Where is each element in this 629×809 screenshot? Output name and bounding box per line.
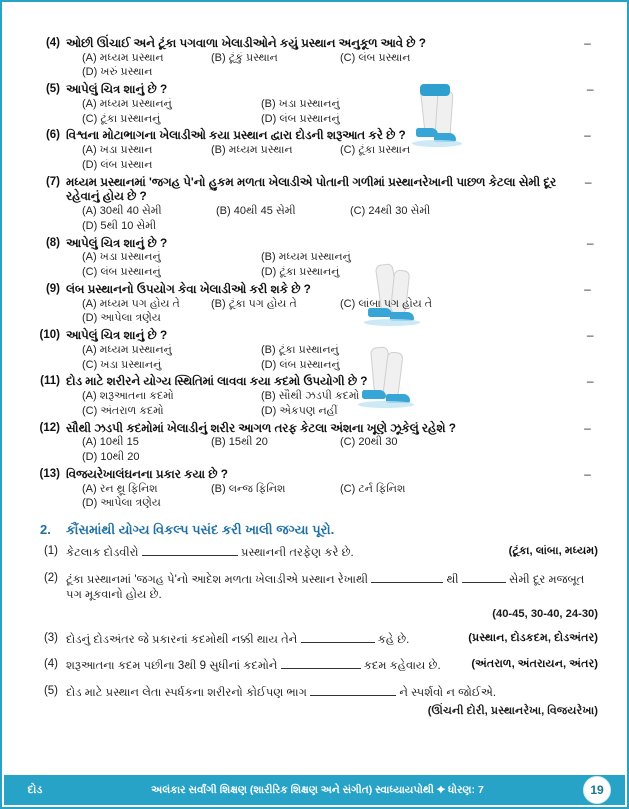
- question-text: સૌથી ઝડપી કદમોમાં ખેલાડીનું શરીર આગળ તરફ કેટલા અંશના ખૂણે ઝૂકેલું રહેશે ?: [66, 420, 456, 435]
- blank-line[interactable]: [371, 571, 443, 583]
- sentence-mid: થી: [446, 573, 459, 586]
- answer-dash: –: [586, 235, 594, 250]
- question-text: લંબ પ્રસ્થાનનો ઉપયોગ કેવા ખેલાડીઓ કરી શકે છે ?: [66, 281, 311, 296]
- question-number: (12): [39, 421, 60, 434]
- option[interactable]: (C) ટૂંકા પ્રસ્થાન: [340, 144, 411, 157]
- question-item: [36, 467, 598, 512]
- option[interactable]: (A) રન થ્રૂ ફિનિશ: [82, 482, 158, 495]
- section-heading: [36, 522, 598, 538]
- option[interactable]: (D) આપેલા ત્રણેય: [82, 497, 161, 510]
- option[interactable]: (B) 15થી 20: [211, 436, 268, 449]
- answer-dash: –: [584, 466, 591, 481]
- section-title: કૌંસમાંથી યોગ્ય વિકલ્પ પસંદ કરી ખાલી જગ્યા પૂરો.: [66, 522, 335, 538]
- option[interactable]: (D) આપેલા ત્રણેય: [82, 312, 161, 325]
- option-list: [66, 205, 578, 235]
- question-number: (8): [45, 236, 60, 249]
- item-number: (3): [43, 631, 58, 644]
- option[interactable]: (A) મધ્યમ પ્રસ્થાન: [82, 51, 164, 64]
- option[interactable]: (D) લંબ પ્રસ્થાનનું: [261, 112, 340, 125]
- option[interactable]: (C) 20થી 30: [340, 436, 398, 449]
- option[interactable]: (A) મધ્યમ પ્રસ્થાનનું: [82, 343, 172, 356]
- option-list: [66, 144, 577, 174]
- question-item: [36, 128, 598, 173]
- option[interactable]: (D) લંબ પ્રસ્થાન: [82, 158, 153, 171]
- answer-choices: (અંતરાળ, અંતરાયન, અંતર): [471, 658, 598, 671]
- option[interactable]: (C) લંબ પ્રસ્થાનનું: [82, 266, 161, 279]
- sentence-after: કહે છે.: [377, 633, 410, 646]
- question-item: [36, 421, 598, 466]
- blank-line[interactable]: [142, 544, 238, 556]
- answer-dash: –: [586, 374, 594, 389]
- footer-chapter-label: દોડ: [27, 783, 43, 796]
- sentence-before: શરૂઆતના કદમ પછીના 3થી 9 સુધીનાં કદમોને: [66, 660, 278, 673]
- item-number: (2): [43, 571, 58, 584]
- option-list: [66, 344, 582, 374]
- sentence-after: પ્રસ્થાનની તરફેણ કરે છે.: [240, 547, 354, 560]
- answer-choices: (ટૂંકા, લાંબા, મધ્યમ): [508, 545, 598, 558]
- answer-choices: (ઊંચની દોરી, પ્રસ્થાનરેખા, વિજયરેખા): [427, 705, 598, 718]
- question-item: [36, 374, 598, 419]
- footer-page-number-wrap: [569, 776, 625, 804]
- question-number: (13): [39, 467, 60, 480]
- question-text: વિશ્વના મોટાભાગના ખેલાડીઓ કયા પ્રસ્થાન દ્વારા દોડની શરૂઆત કરે છે ?: [66, 128, 406, 143]
- question-item: [36, 36, 598, 81]
- question-item: [36, 328, 598, 373]
- question-number: (7): [45, 175, 60, 188]
- option-list: [66, 298, 577, 328]
- question-item: [36, 282, 598, 327]
- sentence-after: ને સ્પર્શવો ન જોઈએ.: [399, 686, 497, 699]
- option[interactable]: (D) 5થી 10 સેમી: [82, 219, 157, 232]
- question-number: (6): [45, 129, 60, 142]
- option[interactable]: (B) લન્જ ફિનિશ: [211, 482, 286, 495]
- option[interactable]: (C) 24થી 30 સેમી: [350, 205, 431, 218]
- option[interactable]: (D) ટૂંકા પ્રસ્થાનનું: [261, 266, 340, 279]
- option[interactable]: (B) મધ્યમ પ્રસ્થાન: [211, 144, 293, 157]
- option[interactable]: (A) મધ્યમ પગ હોય તે: [82, 297, 180, 310]
- option[interactable]: (D) એકપણ નહીં: [261, 404, 338, 417]
- option[interactable]: (C) લાંબા પગ હોય તે: [340, 297, 433, 310]
- item-number: (5): [43, 684, 58, 697]
- answer-dash: –: [584, 420, 591, 435]
- option[interactable]: (A) 30થી 40 સેમી: [82, 205, 162, 218]
- option[interactable]: (B) મધ્યમ પ્રસ્થાનનું: [261, 251, 351, 264]
- sentence-before: ટૂંકા પ્રસ્થાનમાં 'જગહ પે'નો આદેશ મળતા ખેલાડીએ પ્રસ્થાન રેખાથી: [66, 573, 369, 586]
- fill-blank-item: [36, 684, 598, 720]
- question-text: દોડ માટે શરીરને યોગ્ય સ્થિતિમાં લાવવા કયા કદમો ઉપયોગી છે ?: [66, 374, 368, 389]
- option-list: [66, 251, 582, 281]
- option[interactable]: (A) શરૂઆતના કદમો: [82, 390, 174, 403]
- item-number: (4): [43, 658, 58, 671]
- answer-dash: –: [584, 174, 592, 189]
- footer-book-title: અલંકાર સર્વાંગી શિક્ષણ (શારીરિક શિક્ષણ અને સંગીત) સ્વાધ્યાયપોથી ✦ ધોરણ: 7: [151, 783, 484, 796]
- option[interactable]: (A) ખડા પ્રસ્થાનનું: [82, 251, 161, 264]
- option[interactable]: (C) અંતરાળ કદમો: [82, 404, 164, 417]
- question-item: [36, 175, 598, 235]
- sentence-before: દોડનું દોડઅંતર જે પ્રકારનાં કદમોથી નક્કી થાય તેને: [66, 633, 298, 646]
- worksheet-content: [36, 36, 598, 728]
- question-number: (9): [45, 282, 60, 295]
- option[interactable]: (B) ટૂંકું પ્રસ્થાન: [211, 51, 278, 64]
- answer-dash: –: [586, 82, 594, 97]
- blank-line[interactable]: [462, 571, 506, 583]
- option[interactable]: (C) લંબ પ્રસ્થાન: [340, 51, 411, 64]
- sentence-before: કેટલાક દોડવીરો: [66, 547, 139, 560]
- option[interactable]: (A) 10થી 15: [82, 436, 139, 449]
- question-item: [36, 236, 598, 281]
- sentence-after: સેમી દૂર મજબૂત પગ મૂકવાનો હોય છે.: [66, 573, 585, 602]
- item-number: (1): [43, 545, 58, 558]
- answer-dash: –: [584, 36, 591, 50]
- question-item: [36, 82, 598, 127]
- option[interactable]: (A) મધ્યમ પ્રસ્થાનનું: [82, 97, 172, 110]
- answer-dash: –: [584, 128, 591, 143]
- question-number: (4): [45, 37, 60, 49]
- blank-line[interactable]: [310, 684, 396, 696]
- question-text: ઓછી ઊંચાઈ અને ટૂંકા પગવાળા ખેલાડીઓને કયું પ્રસ્થાન અનુકૂળ આવે છે ?: [66, 36, 426, 50]
- option-list: [66, 483, 577, 513]
- question-text: વિજયરેખાલંઘનના પ્રકાર કયા છે ?: [66, 466, 228, 481]
- question-text: મધ્યમ પ્રસ્થાનમાં 'જગહ પે'નો હુકમ મળતા ખેલાડીએ પોતાની ગળીમાં પ્રસ્થાનરેખાની પાછળ કેટલા સેમી દૂર રહેવાનું હોય છે ?: [66, 174, 557, 204]
- page-footer: [4, 775, 625, 805]
- option[interactable]: (A) ખડા પ્રસ્થાન: [82, 144, 153, 157]
- option[interactable]: (C) ટર્ન ફિનિશ: [340, 482, 406, 495]
- answer-choices: (40-45, 30-40, 24-30): [492, 607, 598, 620]
- option[interactable]: (C) ટૂંકા પ્રસ્થાનનું: [82, 112, 161, 125]
- blank-line[interactable]: [301, 631, 375, 643]
- fill-blank-item: [36, 631, 598, 649]
- sentence-before: દોડ માટે પ્રસ્થાન લેતા સ્પર્ધકના શરીરનો કોઈપણ ભાગ: [66, 686, 307, 699]
- option[interactable]: (D) લંબ પ્રસ્થાનનું: [261, 358, 340, 371]
- question-text: આપેલું ચિત્ર શાનું છે ?: [66, 235, 168, 250]
- sentence-after: કદમ કહેવાય છે.: [363, 660, 441, 673]
- question-text: આપેલું ચિત્ર શાનું છે ?: [66, 82, 168, 97]
- fill-blank-item: [36, 544, 598, 562]
- question-number: (10): [39, 329, 60, 342]
- option[interactable]: (B) 40થી 45 સેમી: [216, 205, 296, 218]
- option[interactable]: (D) ખરું પ્રસ્થાન: [82, 66, 153, 79]
- answer-dash: –: [586, 328, 594, 343]
- option[interactable]: (B) ખડા પ્રસ્થાનનું: [261, 97, 340, 110]
- option-list: [66, 436, 577, 466]
- option[interactable]: (B) સૌથી ઝડપી કદમો: [261, 390, 360, 403]
- option[interactable]: (D) 10થી 20: [82, 451, 140, 464]
- answer-dash: –: [584, 281, 591, 296]
- fill-blank-item: [36, 571, 598, 622]
- option[interactable]: (B) ટૂંકા પ્રસ્થાનનું: [261, 343, 339, 356]
- page-number: 19: [583, 776, 611, 804]
- option[interactable]: (B) ટૂંકા પગ હોય તે: [211, 297, 297, 310]
- fill-blank-item: [36, 657, 598, 675]
- section-number: 2.: [40, 522, 51, 538]
- option[interactable]: (C) ખડા પ્રસ્થાનનું: [82, 358, 162, 371]
- question-number: (11): [40, 375, 60, 388]
- blank-line[interactable]: [281, 657, 361, 669]
- question-text: આપેલું ચિત્ર શાનું છે ?: [66, 328, 168, 343]
- option-list: [66, 98, 582, 128]
- option-list: [66, 390, 582, 420]
- option-list: [66, 52, 577, 82]
- question-number: (5): [45, 83, 60, 96]
- answer-choices: (પ્રસ્થાન, દોડકદમ, દોડઅંતર): [468, 631, 598, 644]
